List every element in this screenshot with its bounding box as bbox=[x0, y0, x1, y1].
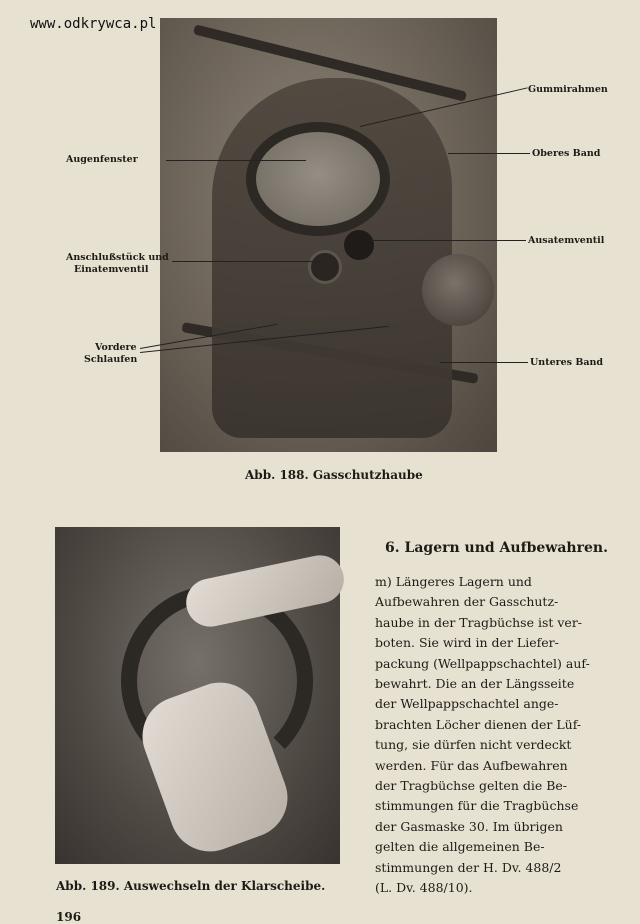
paragraph-line: stimmungen für die Tragbüchse bbox=[375, 798, 579, 814]
page-number: 196 bbox=[56, 910, 82, 924]
paragraph-line: stimmungen der H. Dv. 488/2 bbox=[375, 859, 562, 875]
paragraph-line: boten. Sie wird in der Liefer- bbox=[375, 635, 559, 651]
paragraph-line: gelten die allgemeinen Be- bbox=[375, 839, 545, 855]
leader-line bbox=[370, 240, 526, 241]
figure-188-caption: Abb. 188. Gasschutzhaube bbox=[245, 468, 423, 482]
outlet-valve bbox=[344, 230, 374, 260]
section-title: 6. Lagern und Aufbewahren. bbox=[385, 540, 608, 556]
paragraph-line: bewahrt. Die an der Längsseite bbox=[375, 676, 575, 692]
visor-replacement-photo bbox=[55, 527, 340, 864]
label-anschluss-1: Anschlußstück und bbox=[66, 252, 169, 263]
paragraph-line: Aufbewahren der Gasschutz- bbox=[375, 594, 559, 610]
label-ausatemventil: Ausatemventil bbox=[528, 235, 605, 246]
leader-line bbox=[172, 261, 320, 262]
eye-window bbox=[246, 122, 390, 236]
label-oberes-band: Oberes Band bbox=[532, 148, 601, 159]
label-augenfenster: Augenfenster bbox=[66, 154, 138, 165]
leader-line bbox=[448, 153, 530, 154]
section-paragraph bbox=[375, 572, 625, 899]
leader-line bbox=[440, 362, 528, 363]
watermark-text: www.odkrywca.pl bbox=[30, 16, 157, 32]
paragraph-line: der Gasmaske 30. Im übrigen bbox=[375, 818, 563, 834]
paragraph-line: haube in der Tragbüchse ist ver- bbox=[375, 614, 583, 630]
label-schlaufen-2: Schlaufen bbox=[84, 354, 138, 365]
label-gummirahmen: Gummirahmen bbox=[528, 84, 608, 95]
paragraph-line: der Tragbüchse gelten die Be- bbox=[375, 778, 568, 794]
paragraph-line: m) Längeres Lagern und bbox=[375, 574, 532, 589]
leader-line bbox=[166, 160, 306, 161]
canister-lid bbox=[422, 254, 494, 326]
paragraph-line: packung (Wellpappschachtel) auf- bbox=[375, 655, 590, 671]
inlet-valve bbox=[308, 250, 342, 284]
gas-hood-photo bbox=[160, 18, 497, 452]
paragraph-line: tung, sie dürfen nicht verdeckt bbox=[375, 737, 572, 753]
label-unteres-band: Unteres Band bbox=[530, 357, 604, 368]
paragraph-line: der Wellpappschachtel ange- bbox=[375, 696, 559, 712]
figure-189-caption: Abb. 189. Auswechseln der Klarscheibe. bbox=[56, 879, 326, 893]
paragraph-line: brachten Löcher dienen der Lüf- bbox=[375, 716, 582, 732]
paragraph-line: (L. Dv. 488/10). bbox=[375, 880, 473, 896]
paragraph-line: werden. Für das Aufbewahren bbox=[375, 757, 568, 773]
label-anschluss-2: Einatemventil bbox=[74, 264, 149, 275]
label-schlaufen-1: Vordere bbox=[95, 342, 137, 353]
